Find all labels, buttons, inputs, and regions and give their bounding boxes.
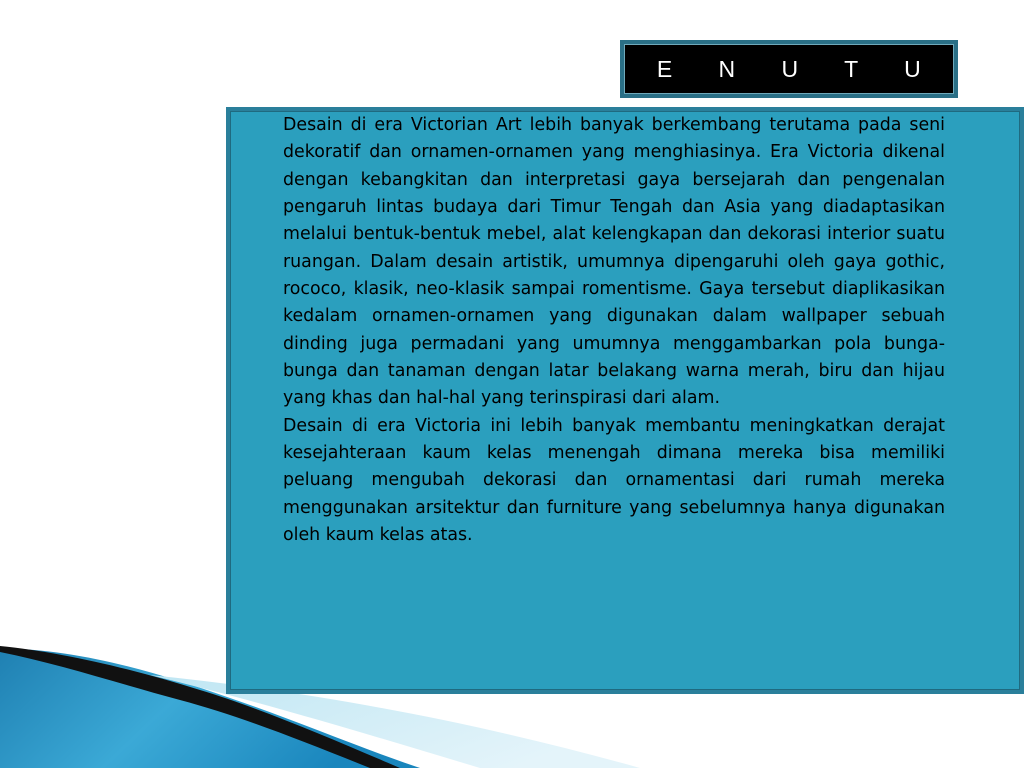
slide-title: P E N U T U P [595,55,1003,82]
title-box [595,40,1003,98]
body-text [283,112,945,550]
paragraph-2: Desain di era Victoria ini lebih banyak membantu meningkatkan derajat kesejahteraan kaum kelas menengah dimana mereka bisa memiliki peluang mengubah dekorasi dan ornamentasi dari rumah mereka menggunakan arsitektur dan furniture yang sebelumnya hanya digunakan oleh kaum kelas atas. [283,415,945,546]
title-inner [595,44,1003,94]
paragraph-1: Desain di era Victorian Art lebih banyak berkembang terutama pada seni dekoratif dan ornamen-ornamen yang menghiasinya. Era Victoria dikenal dengan kebangkitan dan interpretasi gaya bersejarah dan pengenalan pengaruh lintas budaya dari Timur Tengah dan Asia yang diadaptasikan melalui bentuk-bentuk mebel, alat kelengkapan dan dekorasi interior suatu ruangan. Dalam desain artistik, umumnya dipengaruhi oleh gaya gothic, rococo, klasik, neo-klasik sampai romentisme. Gaya tersebut diaplikasikan kedalam ornamen-ornamen yang digunakan dalam wallpaper sebuah dinding juga permadani yang umumnya menggambarkan pola bunga-bunga dan tanaman dengan latar belakang warna merah, biru dan hijau yang khas dan hal-hal yang terinspirasi dari alam. [283,115,945,409]
